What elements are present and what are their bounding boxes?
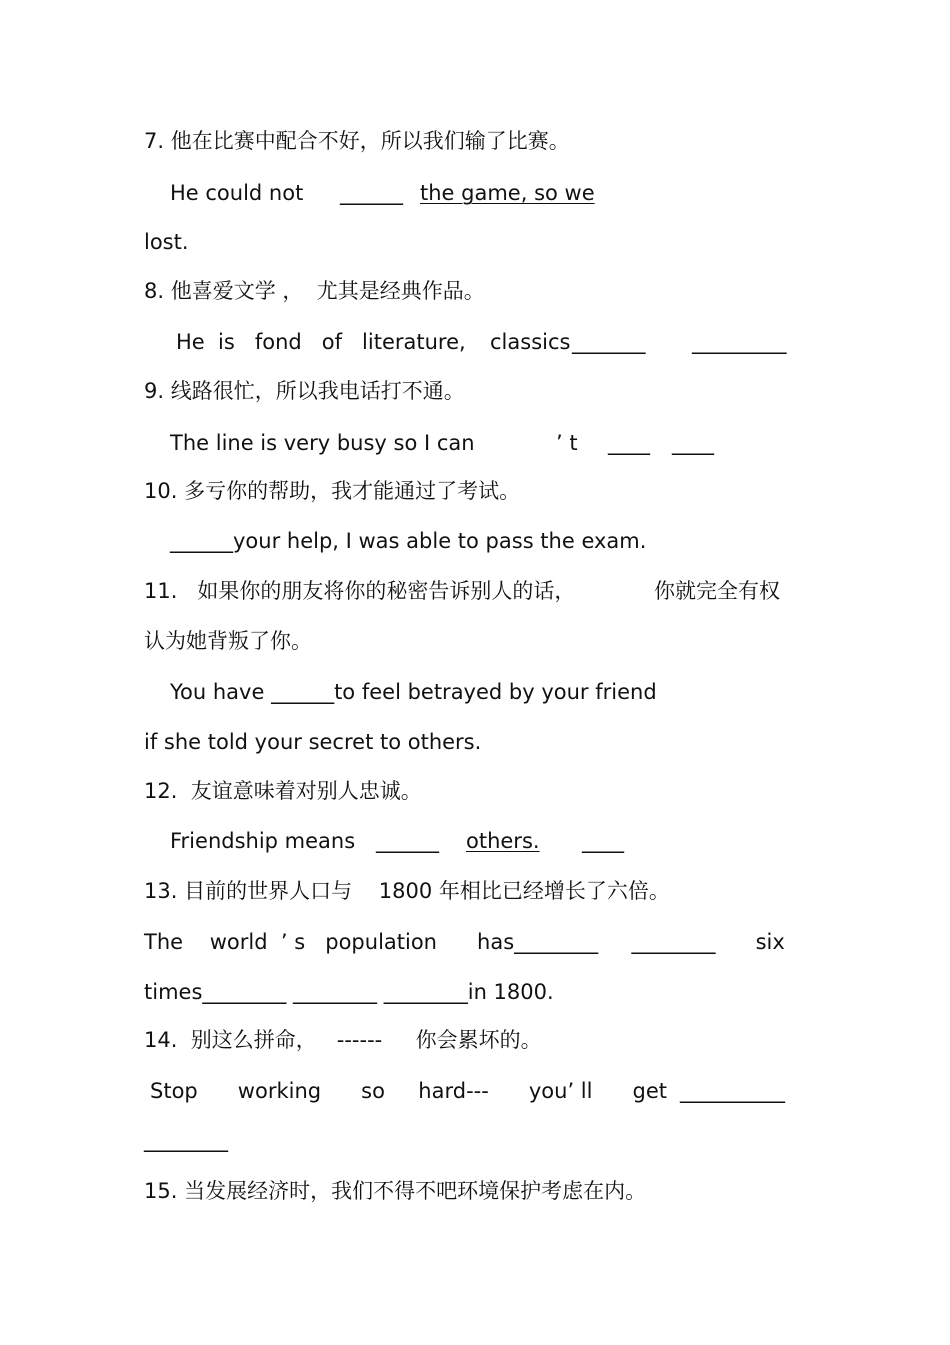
q12-chinese: 12. 友谊意味着对别人忠诚。 [144,779,422,803]
q8-english-start: He is fond of literature, [176,330,466,354]
q9-english-start: The line is very busy so I can [170,431,475,455]
q14-blank-1: __________ [680,1079,785,1103]
q8-chinese: 8. 他喜爱文学 ， 尤其是经典作品。 [144,279,485,303]
q14-english: Stop working so hard--- you’ ll get [150,1079,668,1103]
q12-english-mid: others. [466,829,540,853]
q9-english-mid: ’ t [556,431,578,455]
q11-english-b: if she told your secret to others. [144,730,482,754]
q12-blank-2: ____ [582,829,624,853]
q11-chinese-c: 认为她背叛了你。 [144,629,312,653]
q7-english-cont: lost. [144,230,189,254]
q12-english-start: Friendship means [170,829,356,853]
q10-chinese: 10. 多亏你的帮助，我才能通过了考试。 [144,479,521,503]
q13-chinese: 13. 目前的世界人口与 1800 年相比已经增长了六倍。 [144,879,670,903]
q8-blank-1: _______ [572,330,646,354]
q8-blank-2: _________ [692,330,787,354]
q7-english-start: He could not [170,181,304,205]
q15-chinese: 15. 当发展经济时，我们不得不吧环境保护考虑在内。 [144,1179,647,1203]
q11-chinese-a: 11. 如果你的朋友将你的秘密告诉别人的话， [144,579,576,603]
q7-chinese: 7. 他在比赛中配合不好，所以我们输了比赛。 [144,129,570,153]
q9-blank-2: ____ [672,431,714,455]
q7-blank-1: ______ [340,181,403,205]
q7-english-end: the game, so we [420,181,595,205]
q13-english-b: times________ ________ ________in 1800. [144,980,554,1004]
q13-english-a: The world ’ s population has________ ________ six [144,930,785,954]
q11-chinese-b: 你就完全有权 [654,579,780,603]
q8-english-mid: classics [490,330,571,354]
q11-english-a: You have ______to feel betrayed by your friend [170,680,657,704]
q9-chinese: 9. 线路很忙，所以我电话打不通。 [144,379,465,403]
q14-blank-2: ________ [144,1128,228,1152]
q9-blank-1: ____ [608,431,650,455]
q12-blank-1: ______ [376,829,439,853]
q10-english: ______your help, I was able to pass the exam. [170,529,647,553]
q14-chinese: 14. 别这么拼命， ------ 你会累坏的。 [144,1028,542,1052]
